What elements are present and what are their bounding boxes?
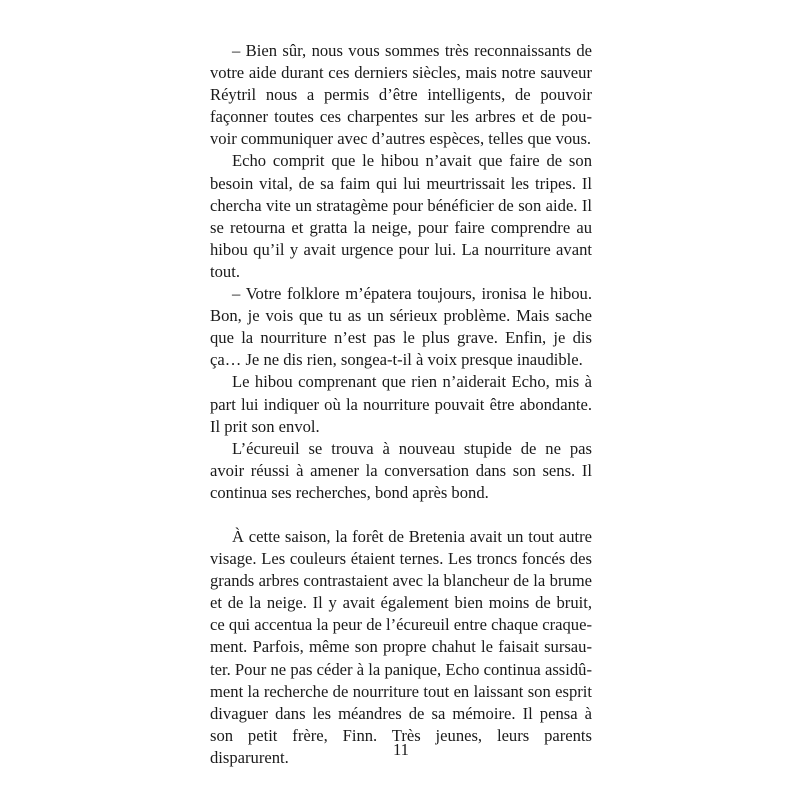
book-page	[210, 40, 592, 780]
body-text	[210, 40, 592, 769]
paragraph-1: – Bien sûr, nous vous sommes très reconnaissants de votre aide durant ces derniers siècles, mais notre sauveur Réytril nous a permis d’être intelligents, de pouvoir façonner toutes ces charpentes sur les arbres et de pouvoir communiquer avec d’autres espèces, telles que vous.	[210, 41, 592, 149]
paragraph-3: – Votre folklore m’épatera toujours, ironisa le hibou. Bon, je vois que tu as un sérieux problème. Mais sache que la nourriture n’est pas le plus grave. Enfin, je dis ça… Je ne dis rien, songea-t-il à voix presque inaudible.	[210, 284, 592, 370]
paragraph-5: L’écureuil se trouva à nouveau stupide de ne pas avoir réussi à amener la conversation dans son sens. Il continua ses recherches, bond après bond.	[210, 438, 592, 502]
page-number: 11	[393, 740, 409, 759]
paragraph-2: Echo comprit que le hibou n’avait que faire de son besoin vital, de sa faim qui lui meurtrissait les tripes. Il chercha vite un stratagème pour bénéficier de son aide. Il se retourna et gratta la neige, pour faire comprendre au hibou qu’il y avait urgence pour lui. La nourriture avant tout.	[210, 151, 592, 281]
paragraph-6: À cette saison, la forêt de Bretenia avait un tout autre visage. Les couleurs étaient ternes. Les troncs foncés des grands arbres contrastaient avec la blancheur de la brume et de la neige. Il y avait également bien moins de bruit, ce qui accentua la peur de l’écureuil entre chaque craquement. Parfois, même son propre chahut le faisait sursauter. Pour ne pas céder à la panique, Echo continua assidûment la recherche de nourriture tout en laissant son esprit divaguer dans les méandres de sa mémoire. Il pensa à son petit frère, Finn. Très jeunes, leurs parents disparurent.	[210, 526, 592, 767]
paragraph-4: Le hibou comprenant que rien n’aiderait Echo, mis à part lui indiquer où la nourriture pouvait être abondante. Il prit son envol.	[210, 372, 592, 436]
